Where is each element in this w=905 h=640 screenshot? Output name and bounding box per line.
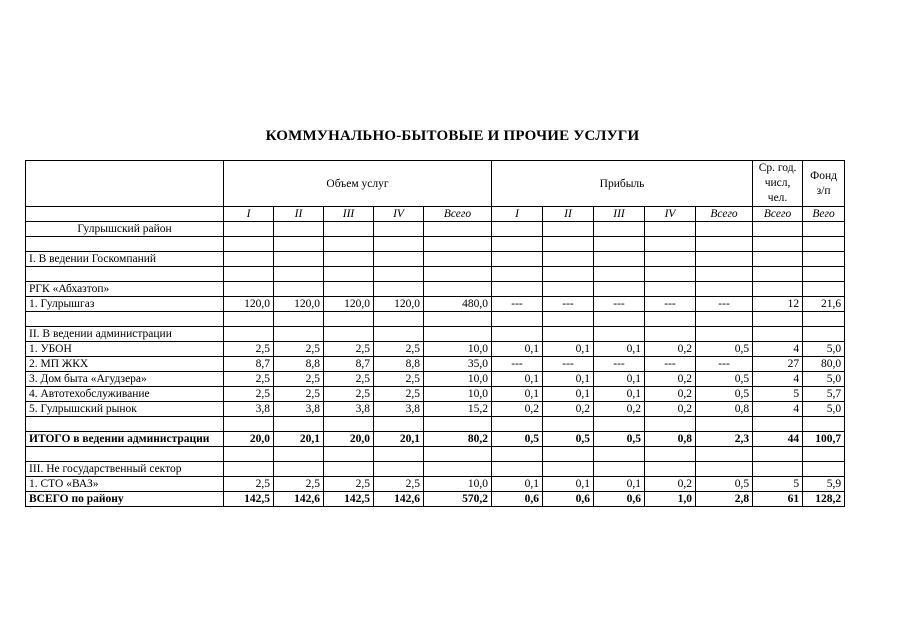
empty-cell xyxy=(274,447,324,462)
volume-cell: 2,5 xyxy=(224,477,274,492)
profit-cell: 0,6 xyxy=(543,492,594,507)
empty-cell xyxy=(274,417,324,432)
volume-cell: 3,8 xyxy=(324,402,374,417)
empty-cell xyxy=(26,312,224,327)
profit-cell: 0,2 xyxy=(543,402,594,417)
profit-cell: 0,1 xyxy=(594,477,645,492)
empty-cell xyxy=(696,282,753,297)
profit-cell: 0,5 xyxy=(543,432,594,447)
volume-cell: 3,8 xyxy=(224,402,274,417)
profit-cell: 0,2 xyxy=(594,402,645,417)
empty-cell xyxy=(324,462,374,477)
volume-cell: 10,0 xyxy=(424,342,492,357)
empty-cell xyxy=(543,447,594,462)
empty-cell xyxy=(374,222,424,237)
empty-cell xyxy=(594,252,645,267)
empty-cell xyxy=(645,312,696,327)
volume-cell: 20,1 xyxy=(374,432,424,447)
empty-cell xyxy=(492,312,543,327)
empty-cell xyxy=(224,447,274,462)
empty-cell xyxy=(803,447,845,462)
empty-cell xyxy=(803,462,845,477)
header-volume-col: II xyxy=(274,207,324,222)
empty-cell xyxy=(803,417,845,432)
profit-cell: 2,8 xyxy=(696,492,753,507)
header-empty-cell xyxy=(26,207,224,222)
profit-cell: 0,2 xyxy=(645,387,696,402)
profit-cell: --- xyxy=(594,357,645,372)
volume-cell: 2,5 xyxy=(324,477,374,492)
volume-cell: 142,6 xyxy=(274,492,324,507)
table-row xyxy=(26,432,845,447)
empty-cell xyxy=(543,252,594,267)
volume-cell: 142,5 xyxy=(324,492,374,507)
empty-cell xyxy=(492,267,543,282)
volume-cell: 120,0 xyxy=(374,297,424,312)
header-profit-col: III xyxy=(594,207,645,222)
profit-cell: --- xyxy=(696,357,753,372)
empty-cell xyxy=(753,222,803,237)
table-row xyxy=(26,492,845,507)
empty-cell xyxy=(753,282,803,297)
empty-cell xyxy=(594,417,645,432)
profit-cell: 0,5 xyxy=(492,432,543,447)
table-row xyxy=(26,402,845,417)
empty-cell xyxy=(543,222,594,237)
profit-cell: 0,6 xyxy=(492,492,543,507)
volume-cell: 3,8 xyxy=(274,402,324,417)
volume-cell: 15,2 xyxy=(424,402,492,417)
empty-cell xyxy=(492,252,543,267)
empty-cell xyxy=(696,237,753,252)
staff-cell: 4 xyxy=(753,402,803,417)
empty-cell xyxy=(753,417,803,432)
empty-cell xyxy=(424,252,492,267)
services-table xyxy=(25,160,845,507)
empty-cell xyxy=(374,237,424,252)
empty-cell xyxy=(543,312,594,327)
empty-cell xyxy=(274,282,324,297)
profit-cell: 0,2 xyxy=(645,342,696,357)
row-label: ИТОГО в ведении администрации xyxy=(26,432,224,447)
header-fund: Фонд з/п xyxy=(803,161,845,207)
profit-cell: 0,1 xyxy=(543,342,594,357)
fund-cell: 100,7 xyxy=(803,432,845,447)
page-title: КОММУНАЛЬНО-БЫТОВЫЕ И ПРОЧИЕ УСЛУГИ xyxy=(265,128,640,144)
header-profit-col: Всего xyxy=(696,207,753,222)
table-row xyxy=(26,357,845,372)
empty-cell xyxy=(594,447,645,462)
empty-cell xyxy=(492,237,543,252)
empty-cell xyxy=(274,252,324,267)
empty-cell xyxy=(274,222,324,237)
row-label: 2. МП ЖКХ xyxy=(26,357,224,372)
empty-cell xyxy=(696,267,753,282)
empty-cell xyxy=(803,327,845,342)
fund-cell: 5,9 xyxy=(803,477,845,492)
empty-cell xyxy=(224,222,274,237)
volume-cell: 35,0 xyxy=(424,357,492,372)
volume-cell: 20,0 xyxy=(324,432,374,447)
staff-cell: 5 xyxy=(753,387,803,402)
header-row-groups xyxy=(26,161,845,207)
staff-cell: 12 xyxy=(753,297,803,312)
profit-cell: --- xyxy=(645,357,696,372)
empty-cell xyxy=(324,222,374,237)
empty-cell xyxy=(224,252,274,267)
blank-row xyxy=(26,312,845,327)
empty-cell xyxy=(374,282,424,297)
header-row-sub xyxy=(26,207,845,222)
profit-cell: 0,2 xyxy=(492,402,543,417)
profit-cell: 0,2 xyxy=(645,402,696,417)
empty-cell xyxy=(374,312,424,327)
empty-cell xyxy=(594,462,645,477)
empty-cell xyxy=(274,237,324,252)
empty-cell xyxy=(543,282,594,297)
table-row xyxy=(26,462,845,477)
empty-cell xyxy=(324,447,374,462)
empty-cell xyxy=(645,462,696,477)
header-volume-col: III xyxy=(324,207,374,222)
header-avg-sub: Всего xyxy=(753,207,803,222)
empty-cell xyxy=(753,447,803,462)
empty-cell xyxy=(803,267,845,282)
empty-cell xyxy=(543,237,594,252)
empty-cell xyxy=(274,312,324,327)
profit-cell: 0,8 xyxy=(696,402,753,417)
empty-cell xyxy=(803,237,845,252)
table-body xyxy=(26,222,845,507)
profit-cell: 0,5 xyxy=(594,432,645,447)
empty-cell xyxy=(753,312,803,327)
empty-cell xyxy=(645,267,696,282)
empty-cell xyxy=(753,252,803,267)
empty-cell xyxy=(543,462,594,477)
volume-cell: 120,0 xyxy=(274,297,324,312)
empty-cell xyxy=(224,462,274,477)
volume-cell: 8,8 xyxy=(274,357,324,372)
volume-cell: 10,0 xyxy=(424,372,492,387)
table-row xyxy=(26,387,845,402)
staff-cell: 4 xyxy=(753,372,803,387)
volume-cell: 2,5 xyxy=(374,477,424,492)
empty-cell xyxy=(696,462,753,477)
profit-cell: 0,1 xyxy=(594,372,645,387)
empty-cell xyxy=(543,417,594,432)
empty-cell xyxy=(492,282,543,297)
staff-cell: 27 xyxy=(753,357,803,372)
empty-cell xyxy=(543,327,594,342)
empty-cell xyxy=(374,252,424,267)
blank-row xyxy=(26,417,845,432)
row-label: 1. Гулрышгаз xyxy=(26,297,224,312)
empty-cell xyxy=(803,252,845,267)
empty-cell xyxy=(26,237,224,252)
empty-cell xyxy=(324,417,374,432)
empty-cell xyxy=(274,267,324,282)
profit-cell: 0,1 xyxy=(492,372,543,387)
volume-cell: 570,2 xyxy=(424,492,492,507)
profit-cell: 0,1 xyxy=(543,477,594,492)
empty-cell xyxy=(696,327,753,342)
fund-cell: 128,2 xyxy=(803,492,845,507)
volume-cell: 142,6 xyxy=(374,492,424,507)
empty-cell xyxy=(803,312,845,327)
volume-cell: 2,5 xyxy=(374,342,424,357)
empty-cell xyxy=(424,282,492,297)
row-label: 4. Автотехобслуживание xyxy=(26,387,224,402)
profit-cell: --- xyxy=(492,297,543,312)
empty-cell xyxy=(424,222,492,237)
empty-cell xyxy=(492,417,543,432)
profit-cell: 0,6 xyxy=(594,492,645,507)
profit-cell: --- xyxy=(543,297,594,312)
profit-cell: 0,5 xyxy=(696,387,753,402)
empty-cell xyxy=(753,327,803,342)
profit-cell: 0,1 xyxy=(543,387,594,402)
empty-cell xyxy=(26,267,224,282)
empty-cell xyxy=(803,222,845,237)
volume-cell: 120,0 xyxy=(224,297,274,312)
profit-cell: 0,1 xyxy=(492,477,543,492)
profit-cell: --- xyxy=(645,297,696,312)
empty-cell xyxy=(424,327,492,342)
fund-cell: 80,0 xyxy=(803,357,845,372)
fund-cell: 5,0 xyxy=(803,402,845,417)
empty-cell xyxy=(753,267,803,282)
empty-cell xyxy=(424,312,492,327)
table-row xyxy=(26,282,845,297)
header-profit-col: II xyxy=(543,207,594,222)
volume-cell: 2,5 xyxy=(224,387,274,402)
empty-cell xyxy=(645,327,696,342)
empty-cell xyxy=(492,222,543,237)
empty-cell xyxy=(753,462,803,477)
empty-cell xyxy=(492,327,543,342)
volume-cell: 480,0 xyxy=(424,297,492,312)
header-volume-col: Всего xyxy=(424,207,492,222)
header-avg-staff: Ср. год. числ, чел. xyxy=(753,161,803,207)
empty-cell xyxy=(594,267,645,282)
empty-cell xyxy=(374,447,424,462)
row-label: II. В ведении администрации xyxy=(26,327,224,342)
empty-cell xyxy=(645,252,696,267)
header-volume-col: IV xyxy=(374,207,424,222)
table-row xyxy=(26,477,845,492)
volume-cell: 120,0 xyxy=(324,297,374,312)
profit-cell: 0,2 xyxy=(645,372,696,387)
fund-cell: 21,6 xyxy=(803,297,845,312)
empty-cell xyxy=(26,447,224,462)
empty-cell xyxy=(324,327,374,342)
header-profit-col: IV xyxy=(645,207,696,222)
header-volume-group: Объем услуг xyxy=(224,161,492,207)
fund-cell: 5,7 xyxy=(803,387,845,402)
header-profit-group: Прибыль xyxy=(492,161,753,207)
volume-cell: 10,0 xyxy=(424,477,492,492)
empty-cell xyxy=(274,327,324,342)
empty-cell xyxy=(374,327,424,342)
empty-cell xyxy=(696,417,753,432)
profit-cell: 0,5 xyxy=(696,372,753,387)
row-label: 1. СТО «ВАЗ» xyxy=(26,477,224,492)
volume-cell: 8,7 xyxy=(224,357,274,372)
empty-cell xyxy=(374,267,424,282)
empty-cell xyxy=(224,312,274,327)
table-row xyxy=(26,327,845,342)
empty-cell xyxy=(224,417,274,432)
empty-cell xyxy=(374,417,424,432)
empty-cell xyxy=(594,282,645,297)
volume-cell: 2,5 xyxy=(224,372,274,387)
empty-cell xyxy=(492,462,543,477)
row-label: ВСЕГО по району xyxy=(26,492,224,507)
empty-cell xyxy=(374,462,424,477)
profit-cell: 1,0 xyxy=(645,492,696,507)
empty-cell xyxy=(424,267,492,282)
fund-cell: 5,0 xyxy=(803,372,845,387)
profit-cell: --- xyxy=(594,297,645,312)
empty-cell xyxy=(645,282,696,297)
volume-cell: 2,5 xyxy=(274,342,324,357)
empty-cell xyxy=(696,222,753,237)
volume-cell: 2,5 xyxy=(374,372,424,387)
table-row xyxy=(26,297,845,312)
volume-cell: 20,1 xyxy=(274,432,324,447)
profit-cell: --- xyxy=(543,357,594,372)
empty-cell xyxy=(324,282,374,297)
row-label: РГК «Абхазтоп» xyxy=(26,282,224,297)
empty-cell xyxy=(492,447,543,462)
profit-cell: 0,1 xyxy=(543,372,594,387)
row-label: 5. Гулрышский рынок xyxy=(26,402,224,417)
profit-cell: 0,1 xyxy=(492,342,543,357)
empty-cell xyxy=(274,462,324,477)
blank-row xyxy=(26,267,845,282)
volume-cell: 2,5 xyxy=(274,477,324,492)
staff-cell: 4 xyxy=(753,342,803,357)
empty-cell xyxy=(543,267,594,282)
volume-cell: 142,5 xyxy=(224,492,274,507)
blank-row xyxy=(26,237,845,252)
empty-cell xyxy=(324,312,374,327)
empty-cell xyxy=(803,282,845,297)
row-label: Гулрышский район xyxy=(26,222,224,237)
profit-cell: 0,1 xyxy=(594,387,645,402)
volume-cell: 2,5 xyxy=(324,387,374,402)
table-row xyxy=(26,372,845,387)
volume-cell: 10,0 xyxy=(424,387,492,402)
header-volume-col: I xyxy=(224,207,274,222)
empty-cell xyxy=(696,252,753,267)
empty-cell xyxy=(324,252,374,267)
profit-cell: 0,2 xyxy=(645,477,696,492)
profit-cell: 0,1 xyxy=(492,387,543,402)
empty-cell xyxy=(424,462,492,477)
staff-cell: 5 xyxy=(753,477,803,492)
row-label: 3. Дом быта «Агудзера» xyxy=(26,372,224,387)
volume-cell: 2,5 xyxy=(274,387,324,402)
table-row xyxy=(26,222,845,237)
row-label: 1. УБОН xyxy=(26,342,224,357)
profit-cell: 0,1 xyxy=(594,342,645,357)
empty-cell xyxy=(324,267,374,282)
empty-cell xyxy=(424,447,492,462)
empty-cell xyxy=(645,447,696,462)
empty-cell xyxy=(224,267,274,282)
volume-cell: 2,5 xyxy=(224,342,274,357)
profit-cell: --- xyxy=(492,357,543,372)
empty-cell xyxy=(324,237,374,252)
table-row xyxy=(26,342,845,357)
volume-cell: 2,5 xyxy=(274,372,324,387)
empty-cell xyxy=(594,327,645,342)
empty-cell xyxy=(424,417,492,432)
empty-cell xyxy=(645,237,696,252)
row-label: I. В ведении Госкомпаний xyxy=(26,252,224,267)
volume-cell: 80,2 xyxy=(424,432,492,447)
empty-cell xyxy=(753,237,803,252)
empty-cell xyxy=(424,237,492,252)
empty-cell xyxy=(594,222,645,237)
staff-cell: 61 xyxy=(753,492,803,507)
empty-cell xyxy=(224,237,274,252)
empty-cell xyxy=(26,417,224,432)
volume-cell: 2,5 xyxy=(324,372,374,387)
volume-cell: 3,8 xyxy=(374,402,424,417)
empty-cell xyxy=(645,417,696,432)
table-row xyxy=(26,252,845,267)
empty-cell xyxy=(594,237,645,252)
empty-cell xyxy=(645,222,696,237)
volume-cell: 8,7 xyxy=(324,357,374,372)
profit-cell: 0,5 xyxy=(696,342,753,357)
profit-cell: 2,3 xyxy=(696,432,753,447)
header-fund-sub: Вего xyxy=(803,207,845,222)
volume-cell: 2,5 xyxy=(374,387,424,402)
empty-cell xyxy=(224,282,274,297)
blank-row xyxy=(26,447,845,462)
profit-cell: 0,8 xyxy=(645,432,696,447)
empty-cell xyxy=(224,327,274,342)
empty-cell xyxy=(594,312,645,327)
staff-cell: 44 xyxy=(753,432,803,447)
row-label: III. Не государственный сектор xyxy=(26,462,224,477)
header-profit-col: I xyxy=(492,207,543,222)
fund-cell: 5,0 xyxy=(803,342,845,357)
volume-cell: 20,0 xyxy=(224,432,274,447)
header-empty-cell xyxy=(26,161,224,207)
volume-cell: 8,8 xyxy=(374,357,424,372)
empty-cell xyxy=(696,312,753,327)
profit-cell: --- xyxy=(696,297,753,312)
profit-cell: 0,5 xyxy=(696,477,753,492)
empty-cell xyxy=(696,447,753,462)
volume-cell: 2,5 xyxy=(324,342,374,357)
